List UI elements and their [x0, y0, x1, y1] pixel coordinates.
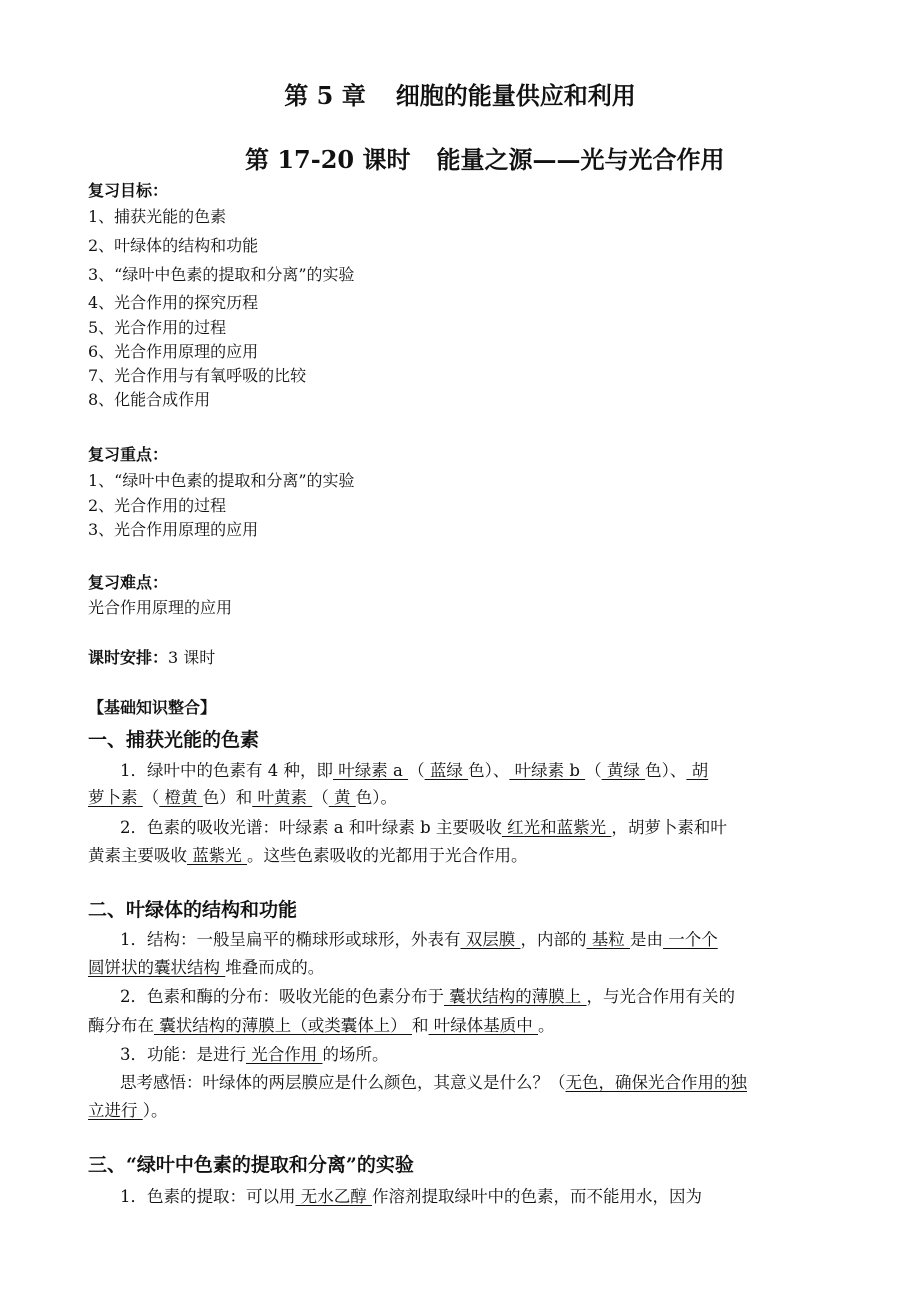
- focus-heading: 复习重点：: [88, 445, 169, 464]
- blank-answer: 萝卜素: [88, 788, 143, 807]
- s2-p4-line1: [120, 1069, 747, 1093]
- difficulty-heading: 复习难点：: [88, 573, 169, 592]
- text-run: 1．结构：一般呈扁平的椭球形或球形，外表有: [120, 930, 461, 949]
- text-run: 1．绿叶中的色素有 4 种，即: [120, 761, 333, 780]
- blank-answer: 黄: [328, 788, 356, 807]
- text-run: 堆叠而成的。: [225, 958, 325, 977]
- s1-p2-line1: [120, 814, 727, 838]
- blank-answer: 双层膜: [460, 930, 521, 949]
- schedule-label: 课时安排：: [88, 648, 169, 667]
- blank-answer: 橙黄: [159, 788, 203, 807]
- text-run: 色）。: [355, 788, 397, 807]
- s2-p3: [120, 1041, 389, 1065]
- chapter-number: 第 5 章: [284, 81, 366, 110]
- blank-answer: 红光和蓝紫光: [501, 818, 612, 837]
- text-run: 3．功能：是进行: [120, 1045, 246, 1064]
- schedule-line: [88, 645, 215, 668]
- blank-answer: 无色，确保光合作用的独: [565, 1073, 747, 1092]
- goal-item: 1、捕获光能的色素: [88, 207, 227, 226]
- chapter-name: 细胞的能量供应和利用: [395, 81, 636, 110]
- text-run: （: [408, 761, 425, 780]
- blank-answer: 胡: [686, 761, 709, 780]
- section3-heading: 三、“绿叶中色素的提取和分离”的实验: [88, 1154, 414, 1176]
- goal-item: 7、光合作用与有氧呼吸的比较: [88, 366, 307, 385]
- text-run: 色）和: [202, 788, 253, 807]
- lesson-name: 能量之源——光与光合作用: [436, 145, 725, 174]
- blank-answer: 光合作用: [246, 1045, 323, 1064]
- blank-answer: 无水乙醇: [295, 1187, 372, 1206]
- schedule-value: 3 课时: [168, 648, 216, 667]
- text-run: 思考感悟：叶绿体的两层膜应是什么颜色，其意义是什么？（: [120, 1073, 566, 1092]
- section1-heading: 一、捕获光能的色素: [88, 729, 260, 751]
- text-run: 色）、: [645, 761, 687, 780]
- text-run: （: [585, 761, 602, 780]
- text-run: （: [142, 788, 160, 807]
- blank-answer: 一个个: [663, 930, 718, 949]
- text-run: 。: [538, 1016, 555, 1035]
- lesson-number: 第 17-20 课时: [245, 145, 411, 174]
- lesson-title: [245, 140, 724, 175]
- goal-item: 3、“绿叶中色素的提取和分离”的实验: [88, 265, 355, 284]
- blank-answer: 基粒: [586, 930, 630, 949]
- goal-item: 2、叶绿体的结构和功能: [88, 236, 259, 255]
- s3-p1-line1: [120, 1183, 702, 1207]
- chapter-title: [0, 76, 920, 111]
- s2-p2-line2: [88, 1012, 555, 1036]
- blank-answer: 叶黄素: [252, 788, 313, 807]
- blank-answer: 叶绿体基质中: [428, 1016, 538, 1035]
- blank-answer: 蓝紫光: [187, 846, 247, 865]
- s1-p1-line1: [120, 757, 708, 781]
- text-run: 是由: [630, 930, 663, 949]
- difficulty-text: 光合作用原理的应用: [88, 598, 233, 617]
- text-run: ）。: [142, 1101, 168, 1120]
- text-run: 2．色素的吸收光谱：叶绿素 a 和叶绿素 b 主要吸收: [120, 818, 502, 837]
- goal-item: 8、化能合成作用: [88, 390, 211, 409]
- text-run: 色）、: [468, 761, 510, 780]
- text-run: （: [312, 788, 329, 807]
- focus-item: 1、“绿叶中色素的提取和分离”的实验: [88, 471, 355, 490]
- blank-answer: 圆饼状的囊状结构: [88, 958, 226, 977]
- knowledge-heading: 【基础知识整合】: [88, 698, 217, 717]
- goal-item: 4、光合作用的探究历程: [88, 293, 259, 312]
- text-run: ，胡萝卜素和叶: [611, 818, 727, 837]
- text-run: 和: [412, 1016, 429, 1035]
- section2-heading: 二、叶绿体的结构和功能: [88, 899, 298, 921]
- s1-p1-line2: [88, 784, 397, 808]
- text-run: 黄素主要吸收: [88, 846, 187, 865]
- s2-p2-line1: [120, 983, 735, 1007]
- blank-answer: 叶绿素 a: [333, 761, 409, 780]
- blank-answer: 立进行: [88, 1101, 143, 1120]
- s2-p1-line2: [88, 954, 324, 978]
- text-run: 的场所。: [322, 1045, 389, 1064]
- goal-item: 6、光合作用原理的应用: [88, 342, 259, 361]
- goals-heading: 复习目标：: [88, 181, 169, 200]
- blank-answer: 黄绿: [601, 761, 646, 780]
- goal-item: 5、光合作用的过程: [88, 318, 227, 337]
- focus-item: 3、光合作用原理的应用: [88, 520, 259, 539]
- blank-answer: 囊状结构的薄膜上（或类囊体上）: [154, 1016, 412, 1035]
- text-run: 。这些色素吸收的光都用于光合作用。: [247, 846, 528, 865]
- blank-answer: 囊状结构的薄膜上: [444, 987, 587, 1006]
- s2-p1-line1: [120, 926, 718, 950]
- text-run: 酶分布在: [88, 1016, 154, 1035]
- blank-answer: 蓝绿: [424, 761, 469, 780]
- s2-p4-line2: [88, 1097, 168, 1121]
- text-run: ，与光合作用有关的: [586, 987, 735, 1006]
- s1-p2-line2: [88, 842, 528, 866]
- text-run: 1．色素的提取：可以用: [120, 1187, 296, 1206]
- focus-item: 2、光合作用的过程: [88, 496, 227, 515]
- blank-answer: 叶绿素 b: [509, 761, 586, 780]
- text-run: 2．色素和酶的分布：吸收光能的色素分布于: [120, 987, 444, 1006]
- text-run: ，内部的: [520, 930, 587, 949]
- text-run: 作溶剂提取绿叶中的色素，而不能用水，因为: [372, 1187, 702, 1206]
